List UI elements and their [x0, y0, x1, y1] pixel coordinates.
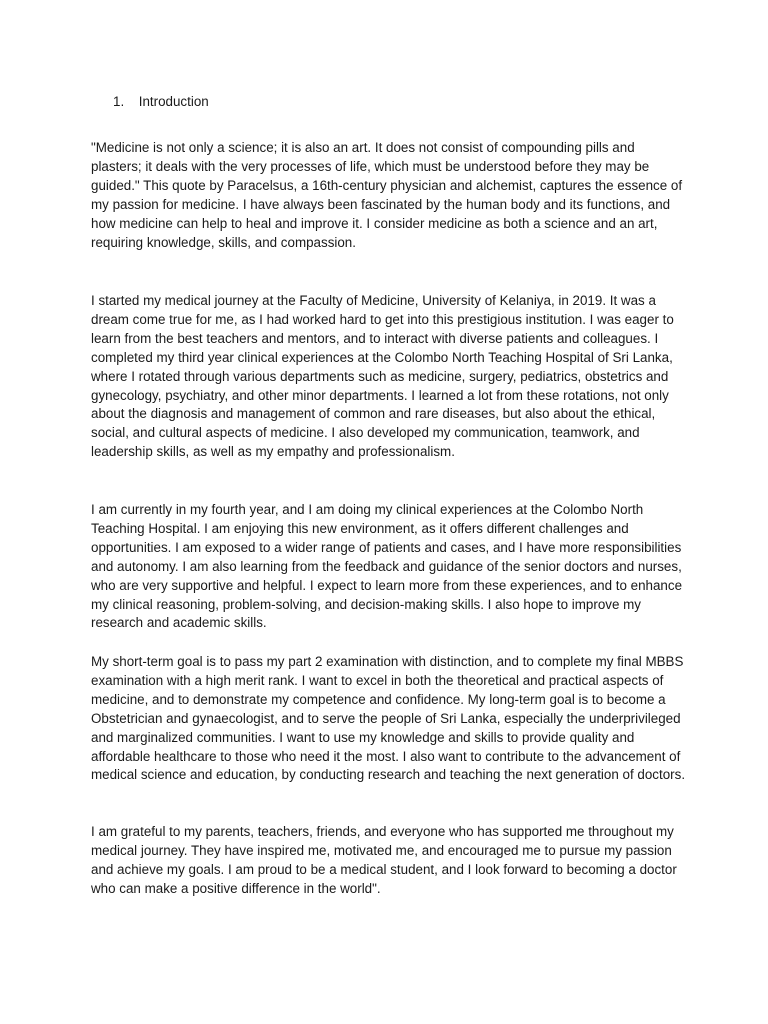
section-heading [113, 92, 209, 111]
paragraph-fourth-year: I am currently in my fourth year, and I am doing my clinical experiences at the Colombo North Teaching Hospital. I am enjoying this new environment, as it offers different challenges and opportunities. I am exposed to a wider range of patients and cases, and I have more responsibilities and autonomy. I am also learning from the feedback and guidance of the senior doctors and nurses, who are very supportive and helpful. I expect to learn more from these experiences, and to enhance my clinical reasoning, problem-solving, and decision-making skills. I also hope to improve my research and academic skills. [91, 502, 683, 631]
section-title: Introduction [138, 94, 209, 109]
paragraph-goals: My short-term goal is to pass my part 2 examination with distinction, and to complete my final MBBS examination with a high merit rank. I want to excel in both the theoretical and practical aspects of medicine, and to demonstrate my competence and confidence. My long-term goal is to become a Obstetrician and gynaecologist, and to serve the people of Sri Lanka, especially the underprivileged and marginalized communities. I want to use my knowledge and skills to provide quality and affordable healthcare to those who need it the most. I also want to contribute to the advancement of medical science and education, by conducting research and teaching the next generation of doctors. [91, 654, 686, 783]
section-number: 1. [113, 94, 125, 109]
paragraph-gratitude: I am grateful to my parents, teachers, friends, and everyone who has supported me throughout my medical journey. They have inspired me, motivated me, and encouraged me to pursue my passion and achieve my goals. I am proud to be a medical student, and I look forward to becoming a doctor who can make a positive difference in the world". [91, 824, 677, 896]
paragraph-journey: I started my medical journey at the Faculty of Medicine, University of Kelaniya, in 2019. It was a dream come true for me, as I had worked hard to get into this prestigious institution. I was eager to learn from the best teachers and mentors, and to interact with diverse patients and colleagues. I completed my third year clinical experiences at the Colombo North Teaching Hospital of Sri Lanka, where I rotated through various departments such as medicine, surgery, pediatrics, obstetrics and gynecology, psychiatry, and other minor departments. I learned a lot from these rotations, not only about the diagnosis and management of common and rare diseases, but also about the ethical, social, and cultural aspects of medicine. I also developed my communication, teamwork, and leadership skills, as well as my empathy and professionalism. [91, 293, 674, 460]
paragraph-quote: "Medicine is not only a science; it is also an art. It does not consist of compounding pills and plasters; it deals with the very processes of life, which must be understood before they may be guided." This quote by Paracelsus, a 16th-century physician and alchemist, captures the essence of my passion for medicine. I have always been fascinated by the human body and its functions, and how medicine can help to heal and improve it. I consider medicine as both a science and an art, requiring knowledge, skills, and compassion. [91, 140, 683, 250]
